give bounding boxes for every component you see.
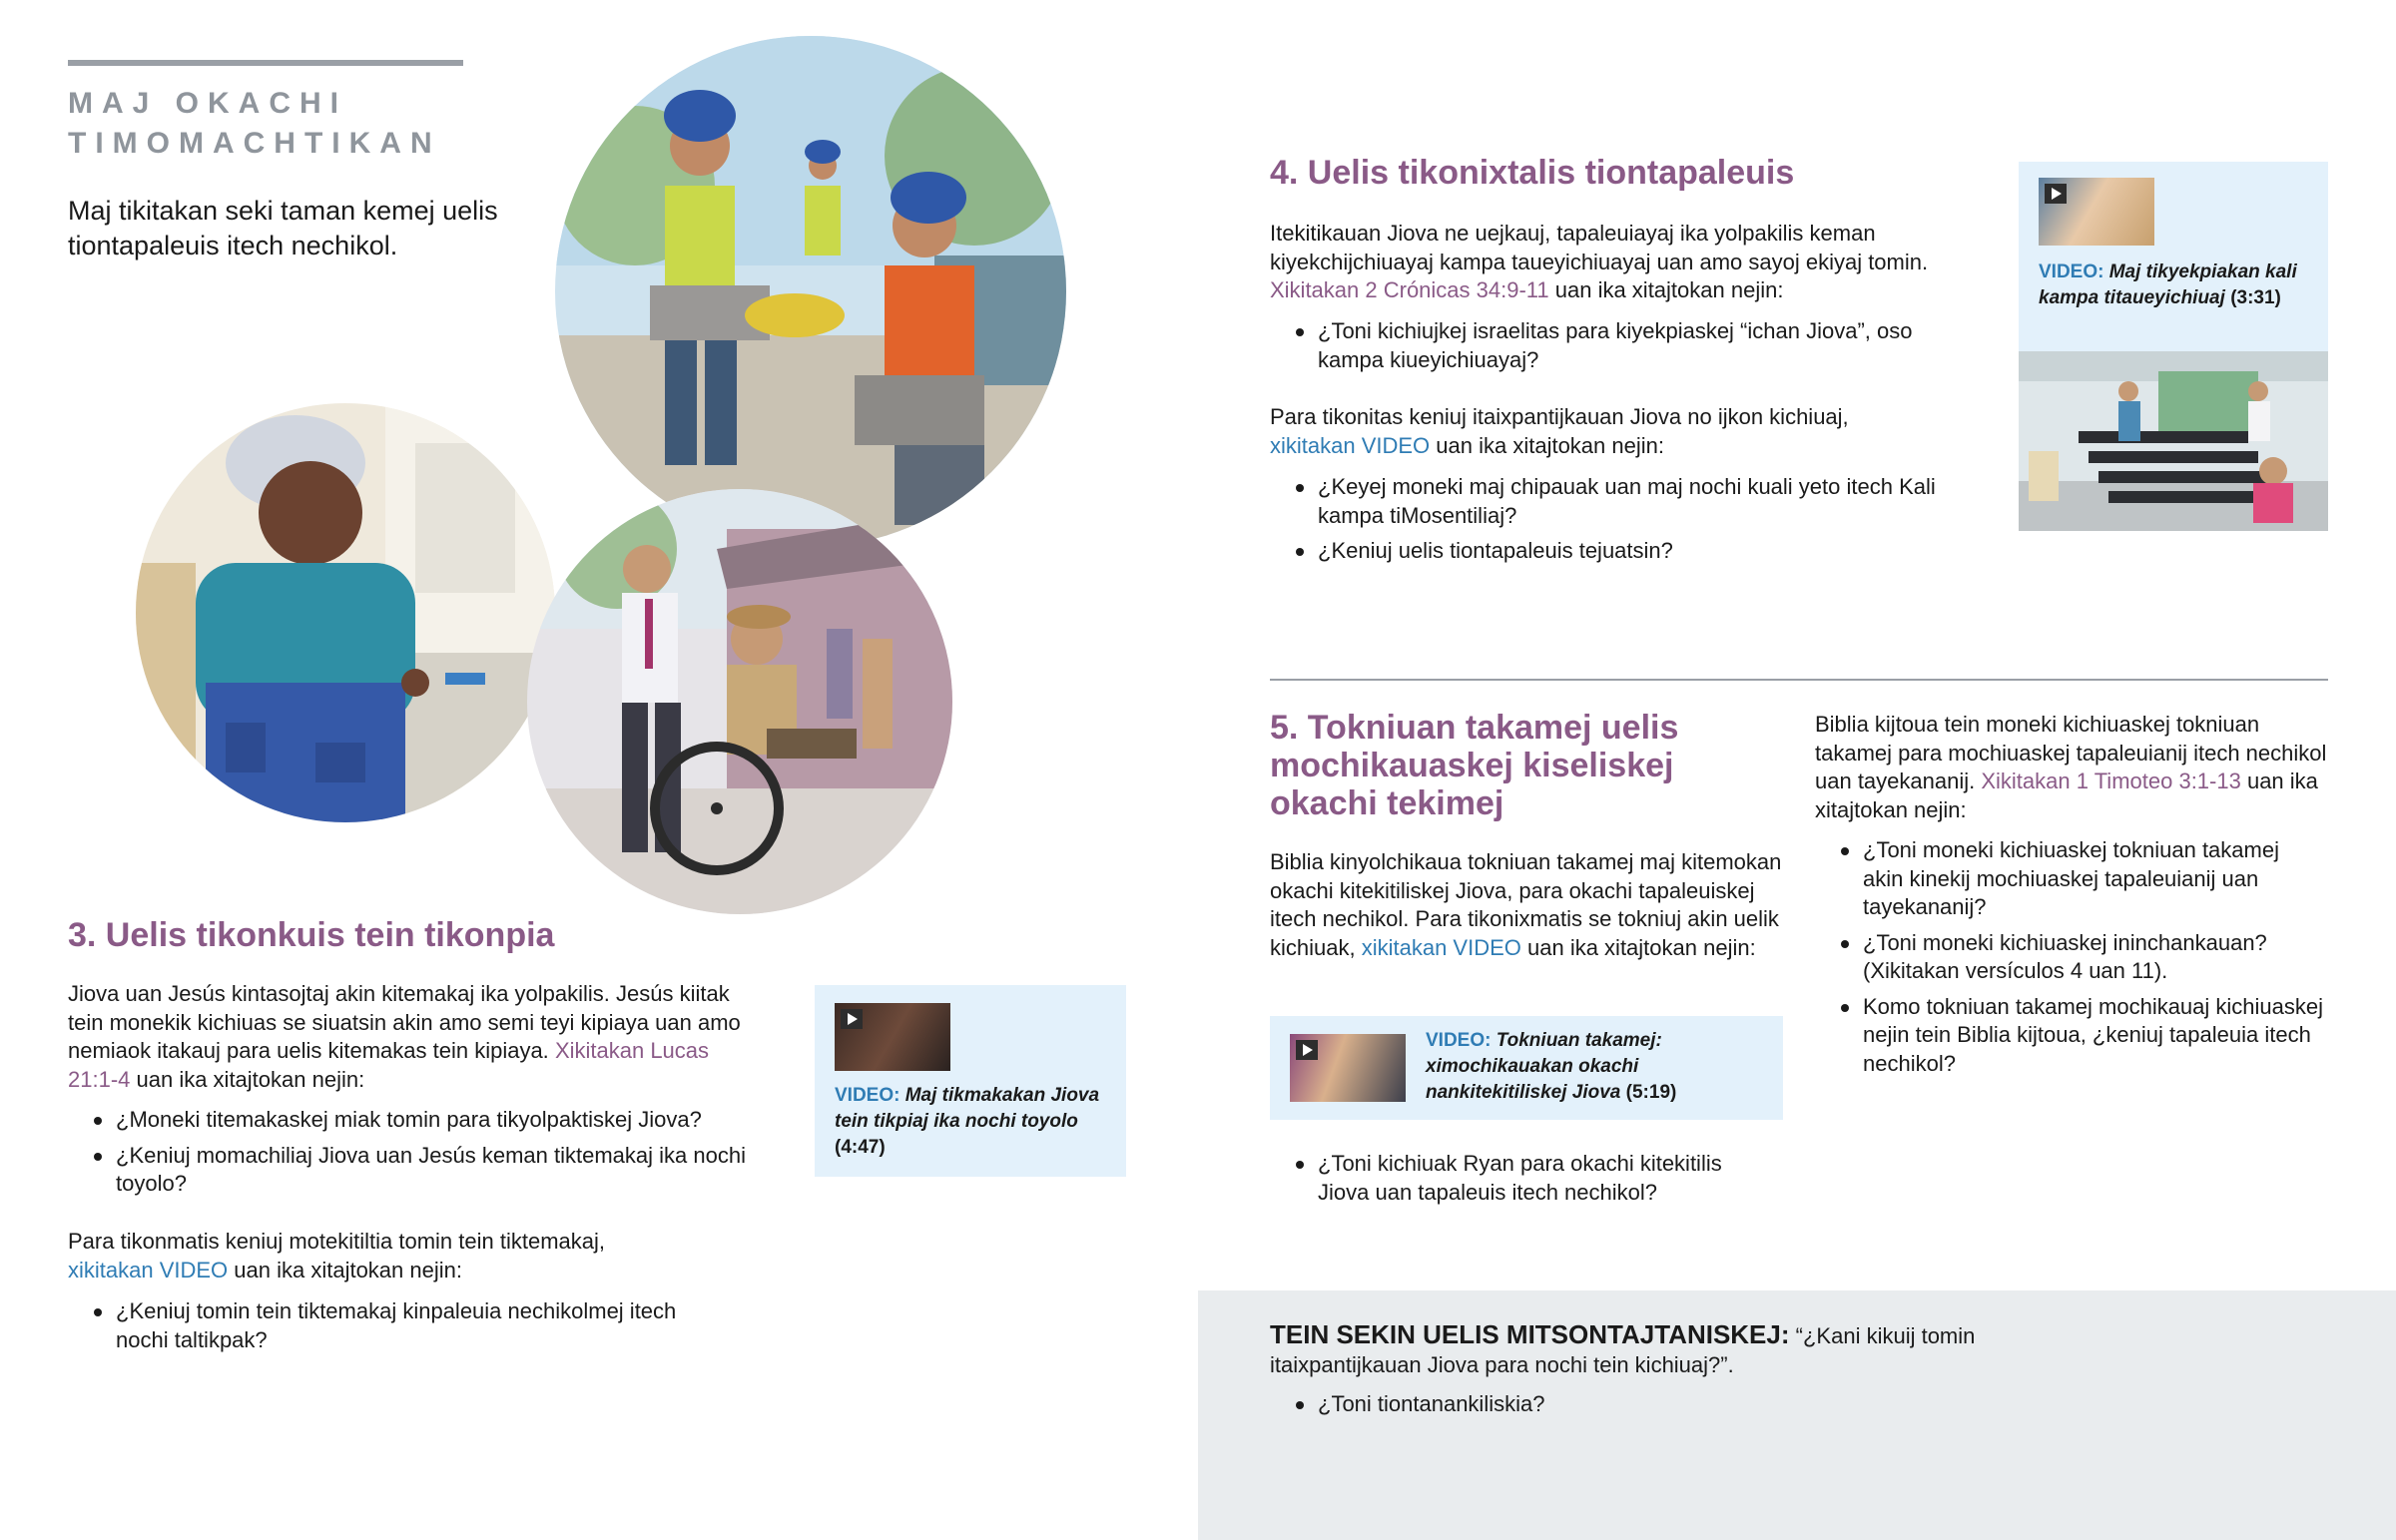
section-4-para-2-end: uan ika xitajtokan nejin:: [1430, 432, 1664, 458]
top-rule: [68, 60, 463, 66]
section-3-para-2-end: uan ika xitajtokan nejin:: [228, 1257, 462, 1283]
review-lead: TEIN SEKIN UELIS MITSONTAJTANISKEJ:: [1270, 1319, 1790, 1349]
video-duration: (5:19): [1625, 1082, 1677, 1103]
video-thumbnail[interactable]: [2039, 178, 2154, 246]
intro-text: Maj tikitakan seki taman kemej uelis tiontapaleuis itech nechikol.: [68, 196, 498, 260]
section-4-para-1-end: uan ika xitajtokan nejin:: [1548, 277, 1784, 302]
photo-woman-donating: [136, 403, 555, 822]
list-item: ¿Toni kichiuak Ryan para okachi kitekitilis Jiova uan tapaleuis itech nechikol?: [1270, 1150, 1769, 1207]
section-5-questions-1: [1270, 1150, 1769, 1214]
section-5-para-2-end: uan ika xitajtokan nejin:: [1815, 769, 2318, 822]
video-link-section-3[interactable]: xikitakan VIDEO: [68, 1257, 229, 1283]
section-3-para-1-end: uan ika xitajtokan nejin:: [130, 1066, 365, 1092]
section-5-para-1-end: uan ika xitajtokan nejin:: [1520, 934, 1756, 960]
video-caption: [1426, 1028, 1765, 1106]
scripture-link-lucas[interactable]: Xikitakan Lucas 21:1-4: [68, 1038, 710, 1092]
video-caption: [835, 1083, 1104, 1161]
list-item: ¿Keniuj uelis tiontapaleuis tejuatsin?: [1270, 537, 1949, 566]
section-4-paragraph-2: [1270, 403, 1959, 460]
review-answers: [1270, 1390, 1969, 1426]
photo-cleaning-kingdom-hall: [2019, 351, 2328, 531]
review-question-text: “¿Kani kikuij tomin itaixpantijkauan Jiova para nochi tein kichiuaj?”.: [1270, 1323, 1976, 1377]
section-3-para-1-text: Jiova uan Jesús kintasojtaj akin kitemakaj ika yolpakilis. Jesús kiitak tein monekik kichiuas se siuatsin akin amo semi teyi kipiaya uan amo nemiaok itakauj para uelis kitemakas tein kipiaya.: [68, 981, 741, 1063]
video-duration: (3:31): [2230, 287, 2281, 308]
section-5-questions-2: [1815, 836, 2324, 1085]
list-item: ¿Toni kichiujkej israelitas para kiyekpiaskej “ichan Jiova”, oso kampa kiueyichiuayaj?: [1270, 317, 1929, 374]
video-title: Maj tikyekpiakan kali kampa titaueyichiuaj: [2039, 261, 2297, 308]
video-caption: [2039, 259, 2318, 311]
section-5-heading: 5. Tokniuan takamej uelis mochikauaskej kiseliskej okachi tekimej: [1270, 709, 1679, 822]
video-title: Tokniuan takamej: ximochikauakan okachi nankitekitiliskej Jiova: [1426, 1030, 1662, 1103]
list-item: ¿Keniuj momachiliaj Jiova uan Jesús keman tiktemakaj ika nochi toyolo?: [68, 1142, 747, 1199]
section-4-paragraph-1: [1270, 220, 1959, 305]
list-item: Komo tokniuan takamej mochikauaj kichiuaskej nejin tein Biblia kijtoua, ¿keniuj tapaleuia itech nechikol?: [1815, 993, 2324, 1079]
list-item: ¿Toni moneki kichiuaskej ininchankauan? (Xikitakan versículos 4 uan 11).: [1815, 929, 2324, 986]
section-5-para-1-text: Biblia kinyolchikaua tokniuan takamej maj kitemokan okachi kitekitiliskej Jiova, para okachi tapaleuiskej itech nechikol. Para tikonixmatis se tokniuj akin uelik kichiuak,: [1270, 849, 1782, 960]
section-3-paragraph-1: [68, 980, 755, 1094]
review-question: [1270, 1320, 2069, 1379]
title-line-2: TIMOMACHTIKAN: [68, 127, 441, 160]
video-link-section-5[interactable]: xikitakan VIDEO: [1361, 934, 1521, 960]
list-item: ¿Keniuj tomin tein tiktemakaj kinpaleuia nechikolmej itech nochi taltikpak?: [68, 1297, 697, 1354]
video-card-section-5[interactable]: [1270, 1016, 1783, 1120]
section-4-heading: 4. Uelis tikonixtalis tiontapaleuis: [1270, 154, 1795, 192]
review-question-box: [1198, 1290, 2396, 1540]
video-label: VIDEO:: [2039, 261, 2104, 282]
title-line-1: MAJ OKACHI: [68, 87, 348, 120]
scripture-link-timoteo[interactable]: Xikitakan 1 Timoteo 3:1-13: [1981, 769, 2241, 793]
section-3-questions-2: [68, 1297, 697, 1361]
list-item: ¿Toni tiontanankiliskia?: [1270, 1390, 1969, 1419]
play-icon[interactable]: [2045, 184, 2067, 204]
section-4-para-1-text: Itekitikauan Jiova ne uejkauj, tapaleuiayaj ika yolpakilis keman kiyekchijchiuayaj kampa taueyichiuayaj uan amo sayoj ekiyaj tomin.: [1270, 221, 1929, 274]
video-label: VIDEO:: [1426, 1030, 1492, 1051]
play-icon[interactable]: [841, 1009, 863, 1029]
list-item: ¿Keyej moneki maj chipauak uan maj nochi kuali yeto itech Kali kampa tiMosentiliaj?: [1270, 473, 1949, 530]
video-title: Maj tikmakakan Jiova tein tikpiaj ika nochi toyolo: [835, 1085, 1100, 1132]
video-duration: (4:47): [835, 1137, 886, 1158]
section-3-paragraph-2: [68, 1228, 747, 1284]
video-card-section-4[interactable]: [2019, 162, 2328, 351]
video-thumbnail[interactable]: [835, 1003, 950, 1071]
section-5-para-2-text: Biblia kijtoua tein moneki kichiuaskej tokniuan takamej para mochiuaskej tapaleuianij itech nechikol uan tayekananij.: [1815, 712, 2327, 793]
section-4-questions-2: [1270, 473, 1949, 573]
scripture-link-cronicas[interactable]: Xikitakan 2 Crónicas 34:9-11: [1270, 277, 1549, 302]
section-3-questions-1: [68, 1106, 747, 1206]
video-card-section-3[interactable]: [815, 985, 1126, 1177]
section-4-questions-1: [1270, 317, 1929, 381]
section-5-paragraph-1: [1270, 848, 1789, 962]
video-thumbnail[interactable]: [1290, 1034, 1406, 1102]
section-4-para-2-text: Para tikonitas keniuj itaixpantijkauan Jiova no ijkon kichiuaj,: [1270, 404, 1849, 429]
video-link-section-4[interactable]: xikitakan VIDEO: [1270, 432, 1431, 458]
list-item: ¿Toni moneki kichiuaskej tokniuan takamej akin kinekij mochiuaskej tapaleuianij uan tayekananij?: [1815, 836, 2324, 922]
section-5-paragraph-2: [1815, 711, 2330, 824]
photo-volunteer-builders: [555, 36, 1066, 547]
section-3-para-2-text: Para tikonmatis keniuj motekitiltia tomin tein tiktemakaj,: [68, 1229, 605, 1254]
section-divider: [1270, 679, 2328, 681]
video-label: VIDEO:: [835, 1085, 900, 1106]
list-item: ¿Moneki titemakaskej miak tomin para tikyolpaktiskej Jiova?: [68, 1106, 747, 1135]
play-icon[interactable]: [1296, 1040, 1318, 1060]
photo-helping-elderly-brother: [527, 489, 952, 914]
section-3-heading: 3. Uelis tikonkuis tein tikonpia: [68, 916, 555, 954]
lesson-part-title: [68, 84, 527, 164]
